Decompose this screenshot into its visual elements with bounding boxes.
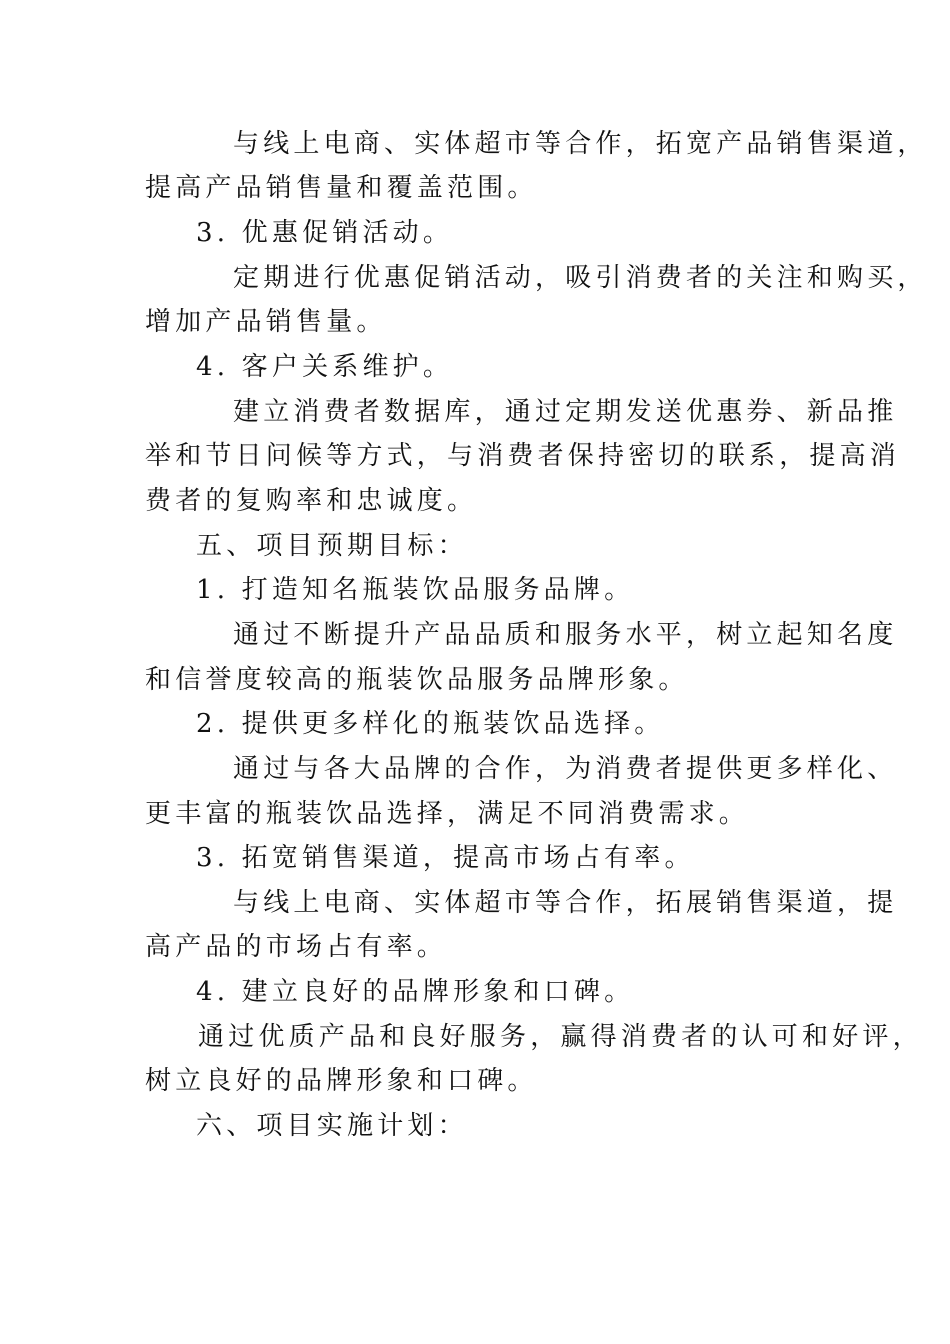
paragraph-line: 定期进行优惠促销活动，吸引消费者的关注和购买， (233, 263, 928, 293)
paragraph-line: 高产品的市场占有率。 (145, 932, 448, 962)
paragraph-line: 与线上电商、实体超市等合作，拓展销售渠道，提 (233, 888, 898, 918)
paragraph-line: 和信誉度较高的瓶装饮品服务品牌形象。 (145, 665, 689, 695)
paragraph-line: 树立良好的品牌形象和口碑。 (145, 1066, 538, 1096)
paragraph-line: 与线上电商、实体超市等合作，拓宽产品销售渠道， (233, 129, 928, 159)
paragraph-line: 通过不断提升产品品质和服务水平，树立起知名度 (233, 620, 898, 650)
paragraph-line: 建立消费者数据库，通过定期发送优惠券、新品推 (233, 397, 898, 427)
paragraph-line: 增加产品销售量。 (145, 307, 387, 337)
list-item-heading: 3. 优惠促销活动。 (196, 218, 454, 248)
paragraph-line: 提高产品销售量和覆盖范围。 (145, 173, 538, 203)
paragraph-line: 费者的复购率和忠诚度。 (145, 486, 478, 516)
list-item-heading: 3. 拓宽销售渠道，提高市场占有率。 (196, 843, 695, 873)
list-item-heading: 4. 客户关系维护。 (196, 352, 454, 382)
section-heading: 五、项目预期目标： (196, 531, 468, 561)
paragraph-line: 更丰富的瓶装饮品选择，满足不同消费需求。 (145, 799, 750, 829)
list-item-heading: 2. 提供更多样化的瓶装饮品选择。 (196, 709, 665, 739)
list-item-heading: 4. 建立良好的品牌形象和口碑。 (196, 977, 635, 1007)
paragraph-line: 通过优质产品和良好服务，赢得消费者的认可和好评， (198, 1022, 923, 1052)
paragraph-line: 举和节日问候等方式，与消费者保持密切的联系，提高消 (145, 441, 901, 471)
section-heading: 六、项目实施计划： (196, 1111, 468, 1141)
list-item-heading: 1. 打造知名瓶装饮品服务品牌。 (196, 575, 635, 605)
paragraph-line: 通过与各大品牌的合作，为消费者提供更多样化、 (233, 754, 898, 784)
